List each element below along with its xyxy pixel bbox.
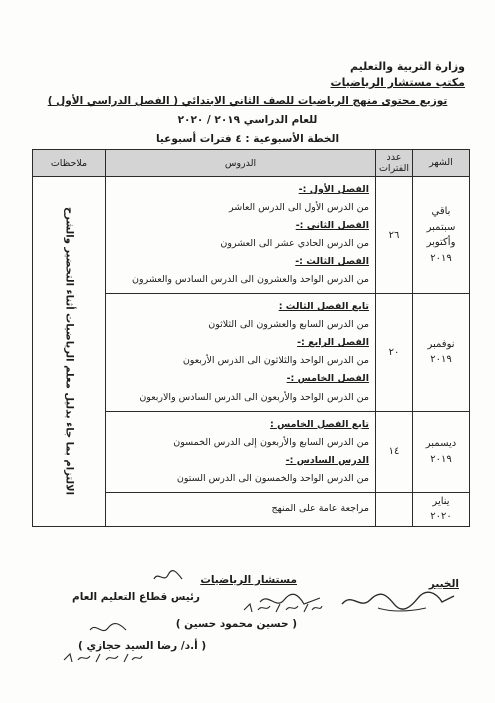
period-count: ١٤ [376,411,413,492]
chapter-heading: الفصل الأول :- [298,184,369,195]
lessons-cell [106,492,376,526]
month-line: يناير [432,495,450,507]
lesson-range: من الدرس السابع والأربعون إلى الدرس الخمسون [173,436,369,448]
sector-head-signature [150,567,186,587]
expert-title: الخبير [428,578,459,590]
month-line: ديسمبر [425,438,457,450]
month-line: ٢٠١٩ [430,252,452,264]
ministry-name: وزارة التربية والتعليم [350,60,465,73]
academic-year: للعام الدراسي ٢٠١٩ / ٢٠٢٠ [177,114,318,126]
chapter-heading: الفصل الخامس :- [286,373,369,385]
document-subject: توزيع محتوى منهج الرياضيات للصف الثاني الابتدائي ( الفصل الدراسي الأول ) [47,95,448,107]
consultant-title: مستشار الرياضيات [200,574,297,586]
lesson-range: من الدرس الحادي عشر الى العشرون [220,238,369,250]
sector-head-title: رئيس قطاع التعليم العام [72,591,200,603]
sector-head-initials [86,620,130,638]
month-cell [413,294,470,411]
expert-signature [338,586,458,614]
sector-head-name: ( أ.د/ رضا السيد حجازي ) [78,640,207,652]
consultant-date-handwritten [240,600,324,616]
month-line: نوفمبر [427,338,455,350]
notes-text: الالتزام بما جاء بدليل معلم الرياضيات أثناء التحضير والشرح [63,207,75,496]
table-row [33,177,470,294]
month-line: ٢٠١٩ [430,453,452,465]
curriculum-table [32,149,470,527]
header-count: عدد الفترات [376,150,413,177]
lesson-range: من الدرس الواحد والخمسون الى الدرس الستون [176,472,369,484]
table-header-row [33,150,470,177]
chapter-heading: تابع الفصل الخامس : [270,418,369,430]
period-count: ٢٠ [376,294,413,411]
lesson-range: من الدرس الواحد والعشرون الى الدرس السادس والعشرون [132,274,369,286]
header-month: الشهر [413,150,470,177]
lesson-range: من الدرس السابع والعشرون الى الثلاثون [208,319,369,331]
month-line: وأكتوبر [426,237,456,249]
lessons-cell [106,294,376,411]
chapter-heading: الدرس السادس :- [285,454,369,466]
lessons-cell [106,411,376,492]
chapter-heading: الفصل الثاني :- [295,220,369,232]
consultant-name: ( حسين محمود حسين ) [175,618,297,630]
lesson-range: من الدرس الأول الى الدرس العاشر [228,202,369,214]
lesson-range: من الدرس الواحد والثلاثون الى الدرس الأربعون [182,355,369,367]
period-count [376,492,413,526]
month-cell [413,492,470,526]
chapter-heading: الفصل الرابع :- [297,337,369,349]
header-notes: ملاحظات [33,150,106,177]
month-line: ٢٠٢٠ [430,511,452,523]
period-count: ٢٦ [376,177,413,294]
lesson-range: مراجعة عامة على المنهج [271,503,369,515]
lesson-range: من الدرس الواحد والأربعون الى الدرس السادس والاربعون [139,391,369,403]
header-lessons: الدروس [106,150,376,177]
month-line: باقي [431,206,451,218]
month-cell [413,411,470,492]
chapter-heading: تابع الفصل الثالث : [278,301,369,313]
month-line: ٢٠١٩ [430,354,452,366]
weekly-plan: الخطة الأسبوعية : ٤ فترات أسبوعيا [155,133,340,145]
notes-cell [33,177,106,527]
sector-date-handwritten [60,650,144,666]
month-cell [413,177,470,294]
lessons-cell [106,177,376,294]
chapter-heading: الفصل الثالث :- [295,256,369,268]
office-name: مكتب مستشار الرياضيات [330,76,465,89]
month-line: سبتمبر [426,221,456,233]
